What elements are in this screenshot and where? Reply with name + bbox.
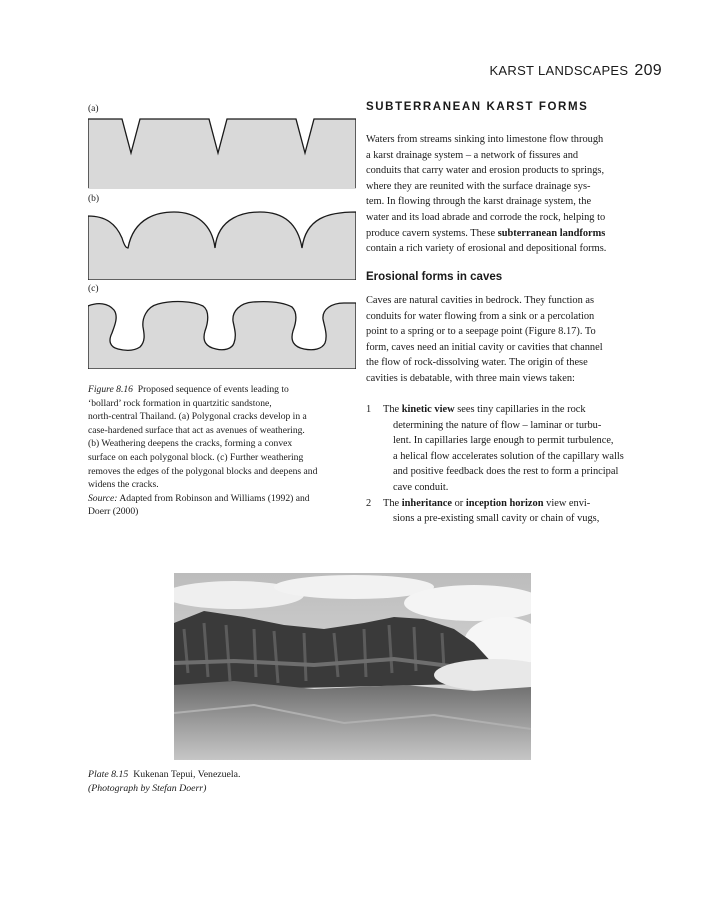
list-line: determining the nature of flow – laminar or turbu- — [393, 419, 602, 431]
list-line: cave conduit. — [393, 481, 449, 493]
bold-term: inheritance — [401, 497, 452, 509]
figure-panel-c — [88, 297, 356, 369]
list-number: 2 — [366, 497, 372, 509]
panel-label-c: (c) — [88, 284, 99, 294]
para-line: point to a spring or to a seepage point (Figure 8.17). To — [366, 326, 596, 338]
bold-term: inception horizon — [465, 497, 544, 509]
running-head-title: KARST LANDSCAPES — [489, 63, 629, 78]
caption-line: widens the cracks. — [88, 479, 159, 491]
figure-label: Figure 8.16 — [88, 384, 133, 395]
list-text: or — [454, 497, 464, 509]
plate-credit: (Photograph by Stefan Doerr) — [88, 783, 207, 794]
section-heading: SUBTERRANEAN KARST FORMS — [366, 101, 589, 113]
para-line: the flow of rock-dissolving water. The origin of these — [366, 357, 588, 369]
para-line: form, caves need an initial cavity or cavities that channel — [366, 341, 603, 353]
plate-caption-text: Kukenan Tepui, Venezuela. — [133, 769, 241, 780]
list-item — [366, 402, 628, 496]
list-line: lent. In capillaries large enough to permit turbulence, — [393, 435, 614, 447]
para-line: tem. In flowing through the karst drainage system, the — [366, 196, 592, 208]
source-label: Source: — [88, 492, 118, 504]
plate-caption — [88, 768, 240, 796]
source-line: Doerr (2000) — [88, 506, 139, 518]
para-line: contain a rich variety of erosional and depositional forms. — [366, 243, 607, 255]
bold-term: kinetic view — [401, 404, 455, 415]
list-text: sees tiny capillaries in the rock — [457, 404, 586, 415]
list-text: view envi- — [546, 497, 591, 509]
numbered-list — [366, 402, 628, 527]
subsection-heading: Erosional forms in caves — [366, 271, 503, 283]
para-line: conduits that carry water and erosion products to springs, — [366, 165, 605, 177]
plate-label: Plate 8.15 — [88, 769, 129, 780]
list-line: sions a pre-existing small cavity or chain of vugs, — [393, 513, 600, 525]
list-text: The — [383, 497, 400, 509]
list-item — [366, 496, 628, 527]
bold-term: subterranean landforms — [497, 227, 606, 239]
para-line: where they are reunited with the surface drainage sys- — [366, 180, 591, 192]
caption-line: removes the edges of the polygonal blocks and deepens and — [88, 465, 318, 477]
para-line: conduits for water flowing from a sink or a percolation — [366, 310, 595, 322]
page-number: 209 — [634, 62, 662, 79]
list-line: and positive feedback does the rest to form a principal — [393, 466, 619, 478]
figure-caption — [88, 383, 360, 519]
figure-panel-a — [88, 117, 356, 189]
caption-line: case-hardened surface that act as avenues of weathering. — [88, 424, 305, 436]
caption-line: ‘bollard’ rock formation in quartzitic sandstone, — [88, 397, 272, 409]
figure-panel-b — [88, 208, 356, 280]
list-line: a helical flow accelerates solution of the capillary walls — [393, 450, 624, 462]
caption-line: (b) Weathering deepens the cracks, forming a convex — [88, 438, 293, 450]
plate-photograph — [174, 573, 531, 760]
para-line: water and its load abrade and corrode the rock, helping to — [366, 211, 606, 223]
para-line: cavities is debatable, with three main views taken: — [366, 372, 575, 384]
para-line: Caves are natural cavities in bedrock. They function as — [366, 295, 595, 306]
para-line: a karst drainage system – a network of fissures and — [366, 149, 579, 161]
para-line: Waters from streams sinking into limestone flow through — [366, 134, 604, 145]
source-line: Adapted from Robinson and Williams (1992) and — [119, 492, 310, 504]
panel-label-b: (b) — [88, 194, 100, 204]
list-number: 1 — [366, 404, 372, 415]
caption-line: north-central Thailand. (a) Polygonal cracks develop in a — [88, 411, 307, 423]
subsection-paragraph — [366, 293, 628, 387]
caption-line: surface on each polygonal block. (c) Further weathering — [88, 451, 304, 463]
running-head — [489, 62, 662, 80]
caption-line: Proposed sequence of events leading to — [137, 384, 289, 395]
panel-label-a: (a) — [88, 104, 99, 114]
section-paragraph — [366, 132, 628, 257]
list-text: The — [383, 404, 400, 415]
para-line: produce cavern systems. These — [366, 227, 496, 239]
